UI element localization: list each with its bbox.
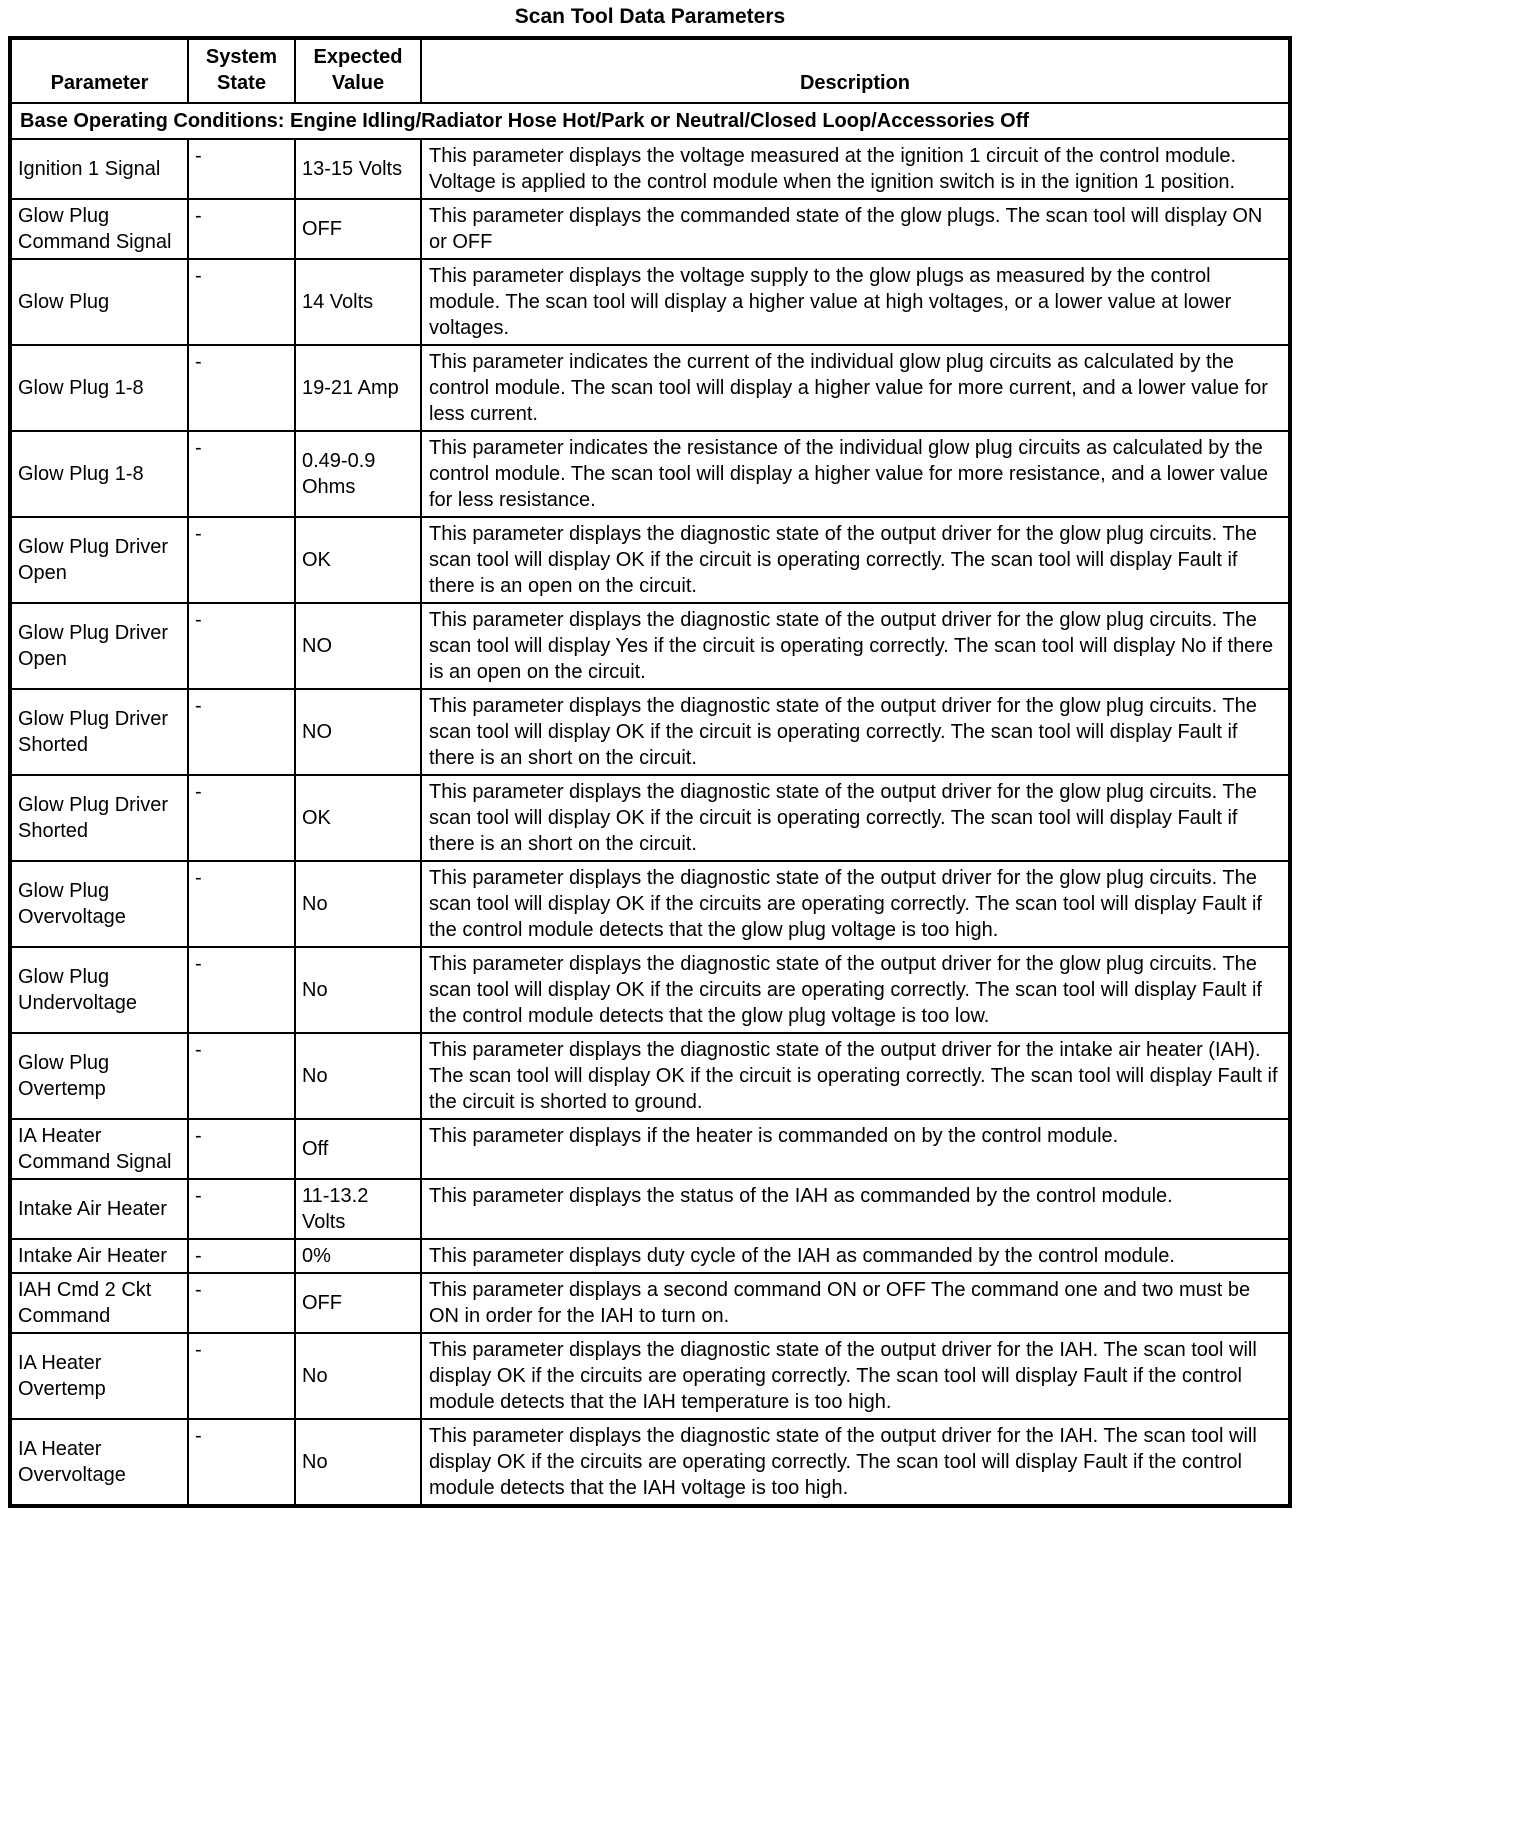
system-state-cell: - — [188, 259, 295, 345]
page-title: Scan Tool Data Parameters — [514, 5, 786, 28]
parameter-cell: Glow Plug 1-8 — [10, 345, 188, 431]
description-cell: This parameter displays the diagnostic state of the output driver for the glow plug circuits. The scan tool will display OK if the circuit is operating correctly. The scan tool will display Fault if there is an open on the circuit. — [421, 517, 1290, 603]
expected-value-cell: No — [295, 1333, 421, 1419]
description-cell: This parameter indicates the current of the individual glow plug circuits as calculated by the control module. The scan tool will display a higher value for more current, and a lower value for less current. — [421, 345, 1290, 431]
system-state-cell: - — [188, 199, 295, 259]
table-row — [10, 259, 1290, 345]
parameter-cell: Intake Air Heater — [10, 1179, 188, 1239]
scan-tool-table — [8, 36, 1292, 1508]
expected-value-cell: OFF — [295, 199, 421, 259]
expected-value-cell: No — [295, 947, 421, 1033]
system-state-cell: - — [188, 1119, 295, 1179]
parameter-cell: Intake Air Heater — [10, 1239, 188, 1273]
description-cell: This parameter indicates the resistance of the individual glow plug circuits as calculated by the control module. The scan tool will display a higher value for more resistance, and a lower value for less resistance. — [421, 431, 1290, 517]
expected-value-cell: No — [295, 1033, 421, 1119]
system-state-cell: - — [188, 861, 295, 947]
col-header-expected-value: Expected Value — [295, 38, 421, 103]
system-state-cell: - — [188, 689, 295, 775]
table-row — [10, 1333, 1290, 1419]
expected-value-cell: OK — [295, 517, 421, 603]
table-row — [10, 861, 1290, 947]
system-state-cell: - — [188, 1033, 295, 1119]
description-cell: This parameter displays a second command ON or OFF The command one and two must be ON in order for the IAH to turn on. — [421, 1273, 1290, 1333]
table-row — [10, 1273, 1290, 1333]
table-row — [10, 431, 1290, 517]
expected-value-cell: No — [295, 861, 421, 947]
parameter-cell: Glow Plug Overtemp — [10, 1033, 188, 1119]
system-state-cell: - — [188, 947, 295, 1033]
col-header-parameter: Parameter — [10, 38, 188, 103]
table-row — [10, 1033, 1290, 1119]
description-cell: This parameter displays the voltage supply to the glow plugs as measured by the control module. The scan tool will display a higher value at high voltages, or a lower value at lower voltages. — [421, 259, 1290, 345]
description-cell: This parameter displays the diagnostic state of the output driver for the IAH. The scan tool will display OK if the circuits are operating correctly. The scan tool will display Fault if the control module detects that the IAH temperature is too high. — [421, 1333, 1290, 1419]
description-cell: This parameter displays the commanded state of the glow plugs. The scan tool will display ON or OFF — [421, 199, 1290, 259]
table-row — [10, 775, 1290, 861]
description-cell: This parameter displays the diagnostic state of the output driver for the glow plug circuits. The scan tool will display OK if the circuits are operating correctly. The scan tool will display Fault if the control module detects that the glow plug voltage is too high. — [421, 861, 1290, 947]
system-state-cell: - — [188, 345, 295, 431]
system-state-cell: - — [188, 1419, 295, 1506]
table-row — [10, 1119, 1290, 1179]
description-cell: This parameter displays the diagnostic state of the output driver for the glow plug circuits. The scan tool will display OK if the circuit is operating correctly. The scan tool will display Fault if there is an short on the circuit. — [421, 775, 1290, 861]
parameter-cell: IA Heater Command Signal — [10, 1119, 188, 1179]
parameter-cell: Glow Plug Driver Open — [10, 517, 188, 603]
parameter-cell: Glow Plug Undervoltage — [10, 947, 188, 1033]
expected-value-cell: OFF — [295, 1273, 421, 1333]
base-conditions-row — [10, 103, 1290, 139]
parameter-cell: Glow Plug Overvoltage — [10, 861, 188, 947]
header-row — [10, 38, 1290, 103]
col-header-description: Description — [421, 38, 1290, 103]
description-cell: This parameter displays the status of the IAH as commanded by the control module. — [421, 1179, 1290, 1239]
table-row — [10, 1179, 1290, 1239]
table-row — [10, 139, 1290, 199]
description-cell: This parameter displays duty cycle of the IAH as commanded by the control module. — [421, 1239, 1290, 1273]
system-state-cell: - — [188, 775, 295, 861]
expected-value-cell: 13-15 Volts — [295, 139, 421, 199]
parameter-cell: Ignition 1 Signal — [10, 139, 188, 199]
table-row — [10, 1239, 1290, 1273]
description-cell: This parameter displays the diagnostic state of the output driver for the intake air heater (IAH). The scan tool will display OK if the circuit is operating correctly. The scan tool will display Fault if the circuit is shorted to ground. — [421, 1033, 1290, 1119]
parameter-cell: IA Heater Overtemp — [10, 1333, 188, 1419]
table-row — [10, 1419, 1290, 1506]
table-row — [10, 517, 1290, 603]
expected-value-cell: 14 Volts — [295, 259, 421, 345]
parameter-cell: Glow Plug 1-8 — [10, 431, 188, 517]
expected-value-cell: NO — [295, 689, 421, 775]
system-state-cell: - — [188, 1179, 295, 1239]
system-state-cell: - — [188, 517, 295, 603]
description-cell: This parameter displays if the heater is commanded on by the control module. — [421, 1119, 1290, 1179]
base-conditions-text: Base Operating Conditions: Engine Idling/Radiator Hose Hot/Park or Neutral/Closed Loop/Accessories Off — [10, 103, 1290, 139]
system-state-cell: - — [188, 1333, 295, 1419]
parameter-cell: Glow Plug Driver Open — [10, 603, 188, 689]
description-cell: This parameter displays the voltage measured at the ignition 1 circuit of the control module. Voltage is applied to the control module when the ignition switch is in the ignition 1 position. — [421, 139, 1290, 199]
table-row — [10, 603, 1290, 689]
parameter-cell: Glow Plug — [10, 259, 188, 345]
parameter-cell: Glow Plug Driver Shorted — [10, 689, 188, 775]
system-state-cell: - — [188, 139, 295, 199]
system-state-cell: - — [188, 431, 295, 517]
expected-value-cell: Off — [295, 1119, 421, 1179]
expected-value-cell: 0.49-0.9 Ohms — [295, 431, 421, 517]
table-row — [10, 947, 1290, 1033]
table-row — [10, 199, 1290, 259]
expected-value-cell: NO — [295, 603, 421, 689]
description-cell: This parameter displays the diagnostic state of the output driver for the glow plug circuits. The scan tool will display Yes if the circuit is operating correctly. The scan tool will display No if there is an open on the circuit. — [421, 603, 1290, 689]
parameter-cell: IAH Cmd 2 Ckt Command — [10, 1273, 188, 1333]
expected-value-cell: No — [295, 1419, 421, 1506]
parameter-cell: Glow Plug Command Signal — [10, 199, 188, 259]
system-state-cell: - — [188, 1273, 295, 1333]
expected-value-cell: 19-21 Amp — [295, 345, 421, 431]
table-row — [10, 345, 1290, 431]
expected-value-cell: OK — [295, 775, 421, 861]
expected-value-cell: 0% — [295, 1239, 421, 1273]
parameter-cell: Glow Plug Driver Shorted — [10, 775, 188, 861]
description-cell: This parameter displays the diagnostic state of the output driver for the glow plug circuits. The scan tool will display OK if the circuit is operating correctly. The scan tool will display Fault if there is an short on the circuit. — [421, 689, 1290, 775]
table-body — [10, 139, 1290, 1506]
system-state-cell: - — [188, 603, 295, 689]
description-cell: This parameter displays the diagnostic state of the output driver for the IAH. The scan tool will display OK if the circuits are operating correctly. The scan tool will display Fault if the control module detects that the IAH voltage is too high. — [421, 1419, 1290, 1506]
description-cell: This parameter displays the diagnostic state of the output driver for the glow plug circuits. The scan tool will display OK if the circuits are operating correctly. The scan tool will display Fault if the control module detects that the glow plug voltage is too low. — [421, 947, 1290, 1033]
system-state-cell: - — [188, 1239, 295, 1273]
table-row — [10, 689, 1290, 775]
expected-value-cell: 11-13.2 Volts — [295, 1179, 421, 1239]
parameter-cell: IA Heater Overvoltage — [10, 1419, 188, 1506]
col-header-system-state: System State — [188, 38, 295, 103]
